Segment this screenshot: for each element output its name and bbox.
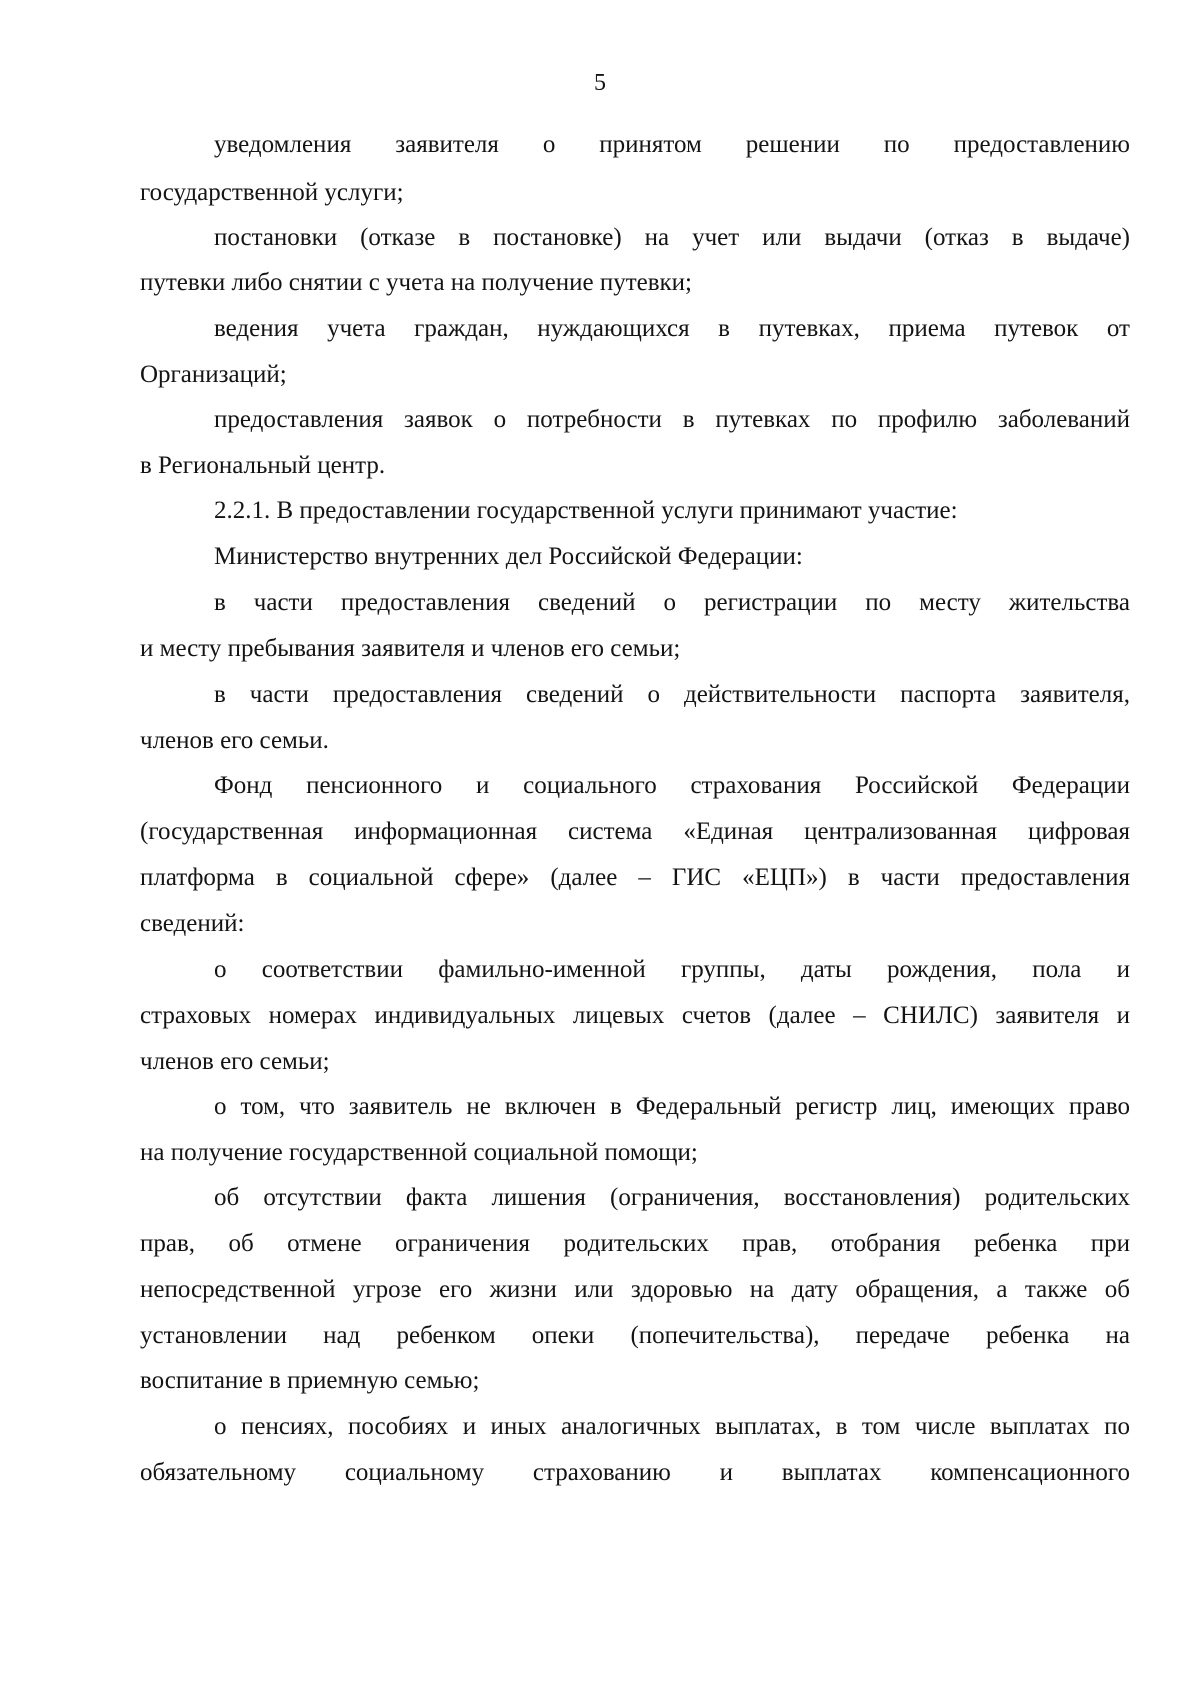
text-line: ведения учета граждан, нуждающихся в путевках, приема путевок от	[214, 315, 1130, 342]
text-line: прав, об отмене ограничения родительских прав, отобрания ребенка при	[140, 1230, 1130, 1257]
text-line: членов его семьи.	[140, 727, 329, 754]
text-line: Министерство внутренних дел Российской Федерации:	[214, 543, 803, 570]
text-line: о пенсиях, пособиях и иных аналогичных выплатах, в том числе выплатах по	[214, 1413, 1130, 1440]
text-line: (государственная информационная система «Единая централизованная цифровая	[140, 818, 1130, 845]
text-line: Организаций;	[140, 361, 287, 388]
text-line: об отсутствии факта лишения (ограничения, восстановления) родительских	[214, 1184, 1130, 1211]
text-line: воспитание в приемную семью;	[140, 1367, 480, 1394]
text-line: предоставления заявок о потребности в путевках по профилю заболеваний	[214, 406, 1130, 433]
text-line: платформа в социальной сфере» (далее – ГИС «ЕЦП») в части предоставления	[140, 864, 1130, 891]
text-line: членов его семьи;	[140, 1048, 330, 1075]
text-line: в части предоставления сведений о регистрации по месту жительства	[214, 589, 1130, 616]
text-line: Фонд пенсионного и социального страхования Российской Федерации	[214, 772, 1130, 799]
text-line: страховых номерах индивидуальных лицевых счетов (далее – СНИЛС) заявителя и	[140, 1002, 1130, 1029]
text-line: государственной услуги;	[140, 179, 404, 206]
text-line: в части предоставления сведений о действительности паспорта заявителя,	[214, 681, 1130, 708]
text-line: путевки либо снятии с учета на получение путевки;	[140, 269, 693, 296]
text-line: в Региональный центр.	[140, 452, 386, 479]
text-line: сведений:	[140, 910, 245, 937]
text-line: и месту пребывания заявителя и членов его семьи;	[140, 635, 681, 662]
text-line: 2.2.1. В предоставлении государственной услуги принимают участие:	[214, 497, 958, 524]
text-line: постановки (отказе в постановке) на учет или выдачи (отказ в выдаче)	[214, 224, 1130, 251]
page-number: 5	[594, 70, 606, 96]
text-line: о том, что заявитель не включен в Федеральный регистр лиц, имеющих право	[214, 1093, 1130, 1120]
text-line: уведомления заявителя о принятом решении по предоставлению	[214, 131, 1130, 158]
text-line: непосредственной угрозе его жизни или здоровью на дату обращения, а также об	[140, 1276, 1130, 1303]
text-line: о соответствии фамильно-именной группы, даты рождения, пола и	[214, 956, 1130, 983]
text-line: установлении над ребенком опеки (попечительства), передаче ребенка на	[140, 1322, 1130, 1349]
text-line: обязательному социальному страхованию и выплатах компенсационного	[140, 1459, 1130, 1486]
text-line: на получение государственной социальной помощи;	[140, 1139, 698, 1166]
